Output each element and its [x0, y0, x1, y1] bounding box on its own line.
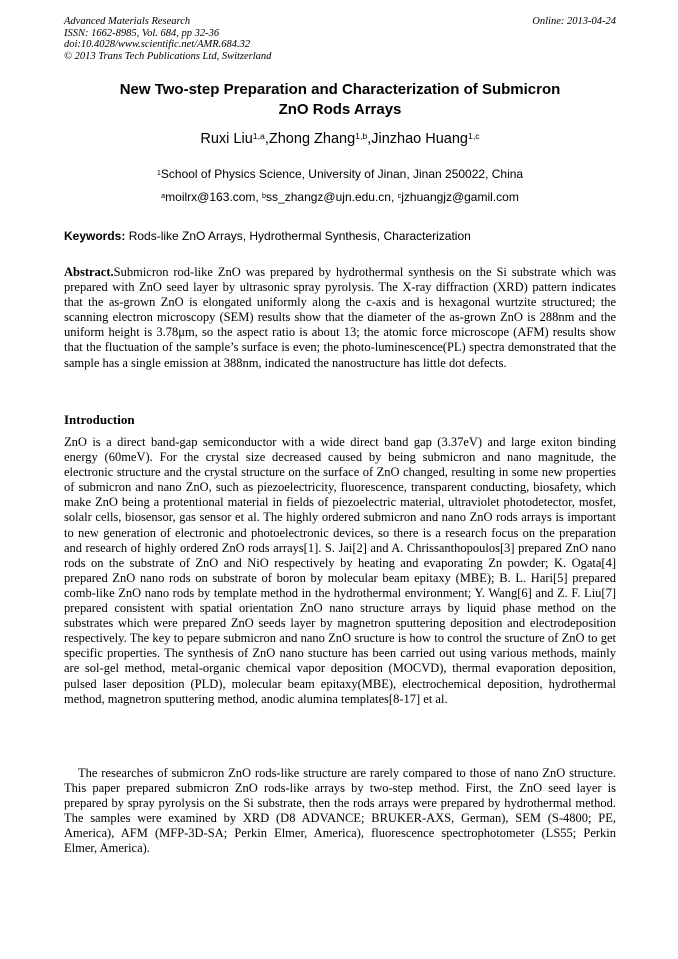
journal-name: Advanced Materials Research — [64, 16, 191, 27]
introduction-paragraph-2: The researches of submicron ZnO rods-like structure are rarely compared to those of nano ZnO structure. This paper prepared submicron ZnO rods-like arrays by two-step method. First, the ZnO seed layer is prepared by spray pyrolysis on the Si substrate, then the rods arrays were prepared by hydrothermal method. The samples were examined by XRD (D8 ADVANCE; BRUKER-AXS, German), SEM (S-4800; PE, America), AFM (MFP-3D-SA; Perkin Elmer, America), fluorescence spectrophotometer (LS55; Perkin Elmer, America). — [64, 766, 616, 856]
header-row-4 — [64, 51, 616, 63]
abstract — [64, 265, 616, 371]
author-name: Ruxi Liu — [200, 131, 253, 147]
affiliation — [64, 166, 616, 182]
keywords-text: Rods-like ZnO Arrays, Hydrothermal Synthesis, Characterization — [125, 229, 471, 243]
title-line-2: ZnO Rods Arrays — [278, 101, 402, 118]
author-superscript: 1,c — [468, 131, 480, 142]
paper-title — [64, 80, 616, 120]
header-row-3 — [64, 39, 616, 51]
abstract-label: Abstract. — [64, 265, 114, 279]
abstract-text: Submicron rod-like ZnO was prepared by hydrothermal synthesis on the Si substrate which was prepared with ZnO seed layer by ultrasonic spray pyrolysis. The X-ray diffraction (XRD) pattern indicates that the as-grown ZnO is elongated uniformly along the c-axis and is hexagonal wurtzite structured; the scanning electron microscopy (SEM) results show that the diameter of the as-grown ZnO is 288nm and the uniform height is 3.78μm, so the aspect ratio is about 13; the atomic force microscope (AFM) results show that the fluctuation of the sample’s surface is even; the photo-luminescence(PL) spectra demonstrated that the sample has a single emission at 388nm, indicated the nanostructure has little dot defects. — [64, 265, 616, 370]
author-emails — [64, 189, 616, 205]
author-name: Zhong Zhang — [268, 131, 356, 147]
email-superscript: a — [161, 190, 166, 200]
email-superscript: c — [397, 190, 402, 200]
author-name: Jinzhao Huang — [371, 131, 469, 147]
online-date: Online: 2013-04-24 — [532, 16, 616, 27]
affiliation-text: School of Physics Science, University of Jinan, Jinan 250022, China — [160, 167, 524, 181]
doi-info: doi:10.4028/www.scientific.net/AMR.684.32 — [64, 39, 251, 50]
issn-info: ISSN: 1662-8985, Vol. 684, pp 32-36 — [64, 27, 220, 39]
author-superscript: 1,b — [355, 131, 368, 142]
author-list — [64, 129, 616, 149]
author-superscript: 1,a — [252, 131, 265, 142]
keywords-label: Keywords: — [64, 229, 126, 243]
author-separator: , — [264, 131, 269, 147]
author-separator: , — [367, 131, 372, 147]
header-row-1 — [64, 16, 616, 28]
copyright-info: © 2013 Trans Tech Publications Ltd, Switzerland — [64, 50, 272, 62]
header-row-2 — [64, 28, 616, 40]
publication-header — [64, 16, 616, 62]
email-link[interactable]: ss_zhangz@ujn.edu.cn, — [266, 190, 398, 204]
email-link[interactable]: jzhuangjz@gamil.com — [401, 190, 519, 204]
keywords — [64, 228, 616, 244]
title-line-1: New Two-step Preparation and Characterization of Submicron — [119, 81, 561, 98]
email-superscript: b — [262, 190, 267, 200]
introduction-paragraph-1: ZnO is a direct band-gap semiconductor with a wide direct band gap (3.37eV) and large exiton binding energy (60meV). For the crystal size decreased caused by being submicron and nano magnitude, the electronic structure and the crystal structure on the surface of ZnO changed, resulting in some new properties of submicron and nano ZnO, such as piezoelectricity, fluorescence, transparent conducting, biosafety, which make ZnO being a protentional material in fields of piezoelectric material, ultraviolet photodetector, mosfet, solalr cells, biosensor, gas sensor et al. The highly ordered submicron and nano ZnO rods arrays is important to new generation of electronic and photoelectronic devices, so there is a research focus on the preparation and research of highly ordered ZnO rods arrays[1]. S. Jai[2] and A. Chrissanthopoulos[3] prepared ZnO nano rods on the substrate of ZnO and NiO respectively by heating and evaporating Zn powder; K. Ogata[4] prepared ZnO nano rods on substrate of boron by molecular beam epitaxy (MBE); B. L. Hari[5] prepared comb-like ZnO nano rods by template method in the hydrothermal environment; Y. Wang[6] and Z. F. Liu[7] prepared consistent with spatial orientation ZnO nano structure arrays by liquid phase method on the substrates which were prepared ZnO seeds layer by magnetron sputtering deposition and electrodeposition respectively. The key to pepare submicron and nano ZnO sructure is how to control the sructure of ZnO to get specific properties. The synthesis of ZnO nano stucture has been carried out using various methods, mainly are sol-gel method, metal-organic chemical vapor deposition (MOCVD), thermal evaporation deposition, pulsed laser deposition (PLD), molecular beam epitaxy(MBE), electrochemical deposition, hydrothermal method, magnetron sputtering method, anodic alumina templates[8-17] et al. — [64, 435, 616, 706]
email-link[interactable]: moilrx@163.com, — [165, 190, 263, 204]
section-heading-introduction: Introduction — [64, 412, 135, 427]
affiliation-superscript: 1 — [156, 167, 161, 177]
